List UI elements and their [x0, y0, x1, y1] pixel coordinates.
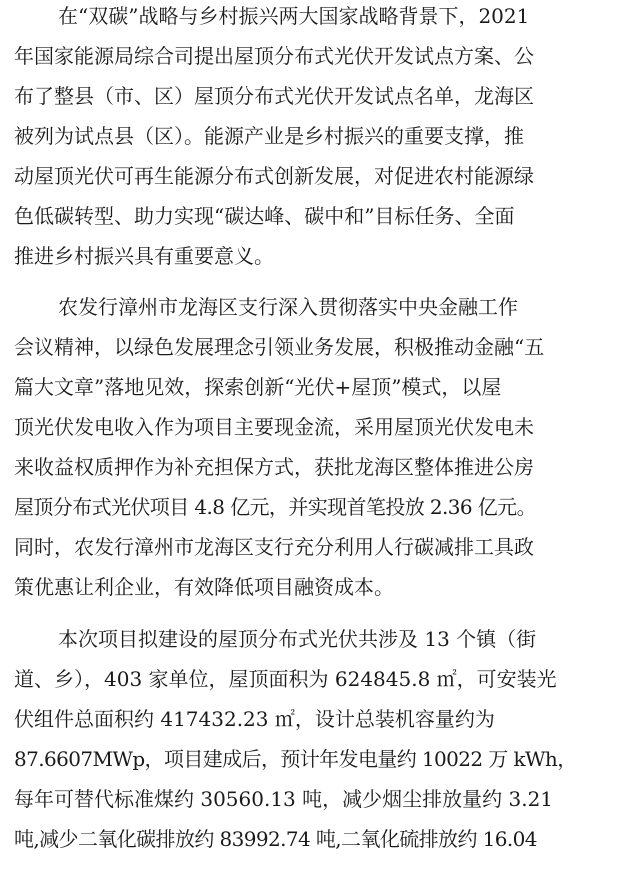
text-line: 被列为试点县（区）。能源产业是乡村振兴的重要支撑，推	[14, 124, 524, 148]
text-line: 来收益权质押作为补充担保方式，获批龙海区整体推进公房	[14, 455, 534, 479]
text-line: 年国家能源局综合司提出屋顶分布式光伏开发试点方案、公	[14, 44, 534, 68]
text-line: 吨,减少二氧化碳排放约 83992.74 吨,二氧化硫排放约 16.04	[14, 827, 537, 851]
text-line: 篇大文章”落地见效，探索创新“光伏+屋顶”模式，以屋	[14, 375, 502, 399]
text-line: 每年可替代标准煤约 30560.13 吨，减少烟尘排放量约 3.21	[14, 787, 554, 811]
text-line: 道、乡），403 家单位，屋顶面积为 624845.8 ㎡，可安装光	[14, 667, 557, 691]
text-line: 策优惠让利企业，有效降低项目融资成本。	[14, 575, 394, 599]
text-line: 动屋顶光伏可再生能源分布式创新发展，对促进农村能源绿	[14, 164, 534, 188]
text-line: 屋顶分布式光伏项目 4.8 亿元，并实现首笔投放 2.36 亿元。	[14, 495, 536, 519]
text-line: 会议精神，以绿色发展理念引领业务发展，积极推动金融“五	[14, 335, 545, 359]
text-line: 同时，农发行漳州市龙海区支行充分利用人行碳减排工具政	[14, 535, 534, 559]
text-line: 顶光伏发电收入作为项目主要现金流，采用屋顶光伏发电未	[14, 415, 534, 439]
text-line: 推进乡村振兴具有重要意义。	[14, 244, 274, 268]
text-line: 农发行漳州市龙海区支行深入贯彻落实中央金融工作	[58, 295, 518, 319]
text-line: 87.6607MWp，项目建成后，预计年发电量约 10022 万 kWh，	[14, 747, 577, 771]
text-line: 伏组件总面积约 417432.23 ㎡，设计总装机容量约为	[14, 707, 495, 731]
text-line: 色低碳转型、助力实现“碳达峰、碳中和”目标任务、全面	[14, 204, 515, 228]
text-line: 在“双碳”战略与乡村振兴两大国家战略背景下，2021	[58, 4, 530, 28]
text-line: 本次项目拟建设的屋顶分布式光伏共涉及 13 个镇（街	[58, 627, 537, 651]
text-line: 布了整县（市、区）屋顶分布式光伏开发试点名单，龙海区	[14, 84, 534, 108]
